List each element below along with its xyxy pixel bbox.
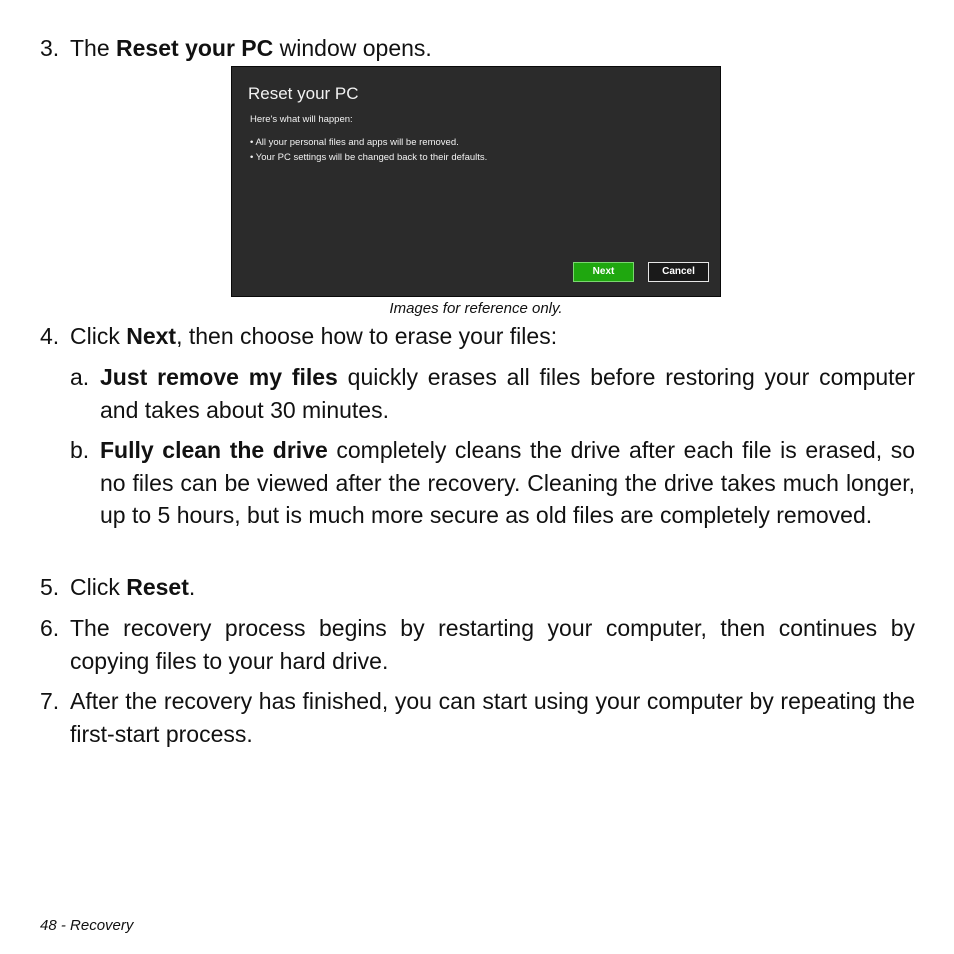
step-number: 3. bbox=[40, 35, 60, 61]
substep-text: completely cleans the drive after each file is erased, so no files can be viewed after the recovery. Cleaning the drive takes much longer, up to 5 hours, but is much more secure as old files are completely removed. bbox=[100, 437, 915, 528]
step-number: 7. bbox=[40, 688, 60, 714]
substep-bold-text: Just remove my files bbox=[100, 364, 338, 390]
step-4 bbox=[40, 320, 915, 353]
step-7 bbox=[40, 685, 915, 750]
step-number: 4. bbox=[40, 323, 60, 349]
step-3 bbox=[40, 32, 915, 65]
substep-letter: b. bbox=[70, 437, 90, 463]
reset-pc-window-screenshot bbox=[231, 66, 721, 297]
step-number: 6. bbox=[40, 615, 60, 641]
step-text: window opens. bbox=[273, 35, 432, 61]
next-button[interactable]: Next bbox=[573, 262, 634, 282]
step-bold-text: Reset bbox=[126, 574, 189, 600]
step-text: After the recovery has finished, you can start using your computer by repeating the first-start process. bbox=[70, 688, 915, 747]
step-5 bbox=[40, 571, 915, 604]
window-subtitle: Here's what will happen: bbox=[250, 114, 353, 125]
step-text: The recovery process begins by restarting your computer, then continues by copying files to your hard drive. bbox=[70, 615, 915, 674]
window-bullet: • All your personal files and apps will be removed. bbox=[250, 137, 459, 148]
step-number: 5. bbox=[40, 574, 60, 600]
step-6 bbox=[40, 612, 915, 677]
window-title: Reset your PC bbox=[248, 84, 359, 103]
cancel-button[interactable]: Cancel bbox=[648, 262, 709, 282]
substep-bold-text: Fully clean the drive bbox=[100, 437, 328, 463]
step-bold-text: Next bbox=[126, 323, 177, 349]
step-text: The bbox=[70, 35, 117, 61]
figure-caption: Images for reference only. bbox=[389, 300, 563, 317]
substep-text: quickly erases all files before restoring your computer and takes about 30 minutes. bbox=[100, 364, 916, 423]
substep-a bbox=[70, 361, 915, 426]
step-text: . bbox=[188, 574, 196, 600]
substep-letter: a. bbox=[70, 364, 90, 390]
step-text: , then choose how to erase your files: bbox=[176, 323, 558, 349]
substep-b bbox=[70, 434, 915, 532]
step-text: Click bbox=[70, 574, 127, 600]
page-footer: 48 - Recovery bbox=[40, 917, 134, 934]
step-text: Click bbox=[70, 323, 127, 349]
step-bold-text: Reset your PC bbox=[116, 35, 274, 61]
window-bullet: • Your PC settings will be changed back to their defaults. bbox=[250, 152, 488, 163]
